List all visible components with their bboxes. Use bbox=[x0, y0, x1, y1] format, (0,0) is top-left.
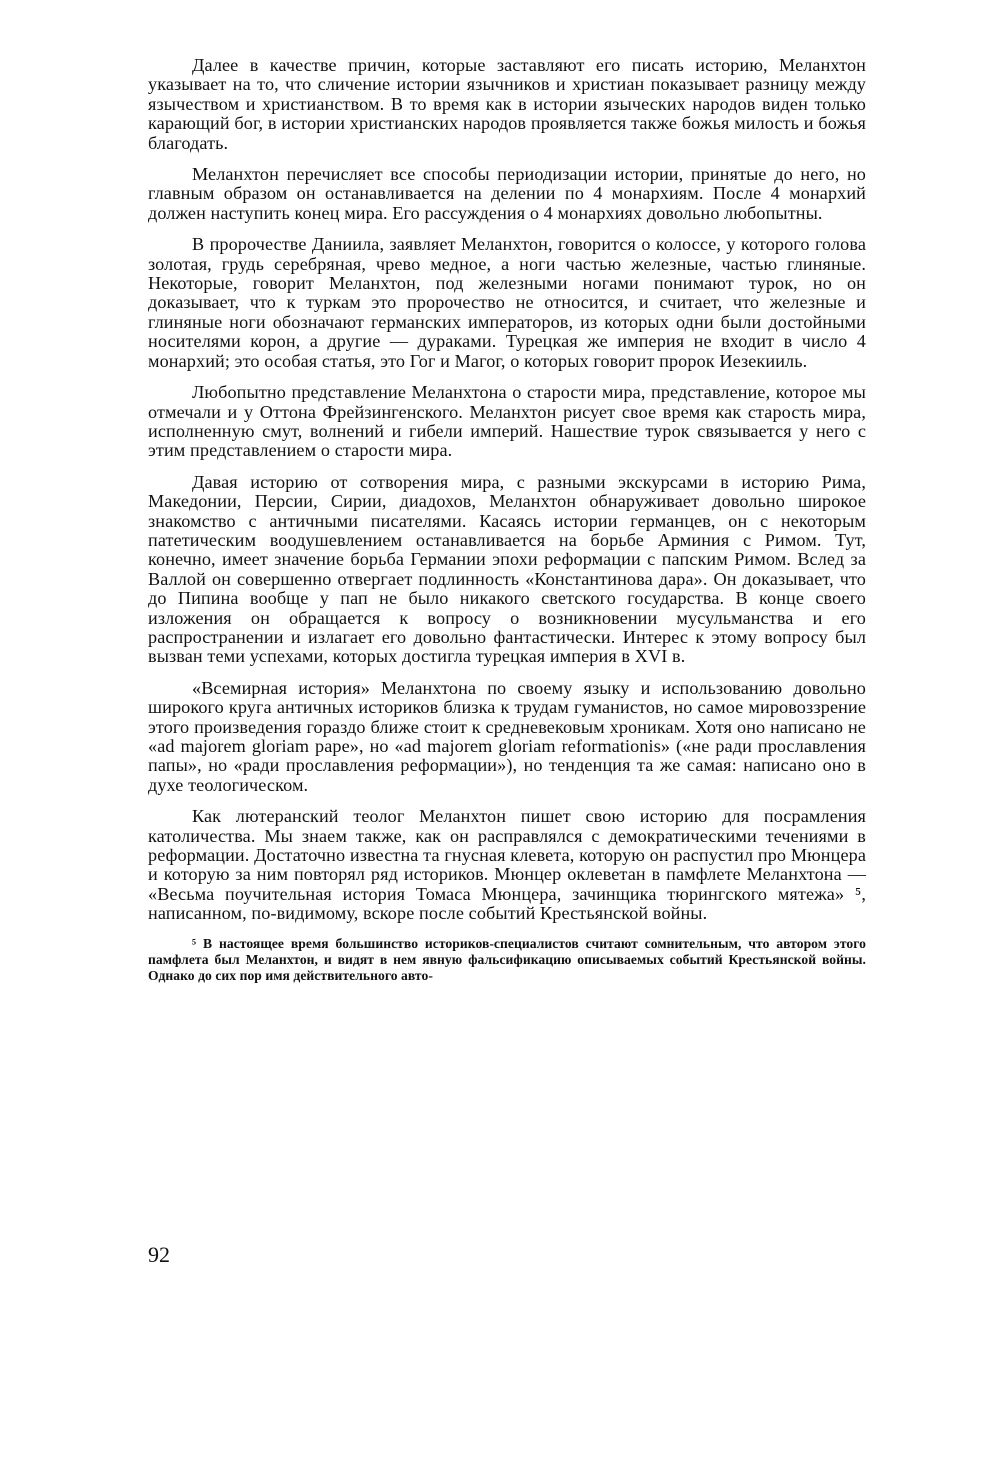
paragraph-6: «Всемирная история» Меланхтона по своему языку и использованию довольно широкого круга античных историков близка к трудам гуманистов, но самое мировоззрение этого произведения гораздо ближе стоит к средневековым хроникам. Хотя оно написано не «ad majorem gloriam pape», но «ad majorem gloriam reformationis» («не ради прославления папы», но «ради прославления реформации»), но тенденция та же самая: написано оно в духе теологическом. bbox=[148, 677, 866, 795]
paragraph-4: Любопытно представление Меланхтона о старости мира, представление, которое мы отмечали и у Оттона Фрейзингенского. Меланхтон рисует свое время как старость мира, исполненную смут, волнений и гибели империй. Нашествие турок связывается у него с этим представлением о старости мира. bbox=[148, 382, 866, 461]
paragraph-3: В пророчестве Даниила, заявляет Меланхтон, говорится о колоссе, у которого голова золотая, грудь серебряная, чрево медное, а ноги частью железные, частью глиняные. Некоторые, говорит Меланхтон, под железными ногами понимают турок, но он доказывает, что к туркам это пророчество не относится, и считает, что железные и глиняные ноги обозначают германских императоров, из которых одни были достойными носителями корон, а другие — дураками. Турецкая же империя не входит в число 4 монархий; это особая статья, это Гог и Магог, о которых говорит пророк Иезекииль. bbox=[148, 234, 866, 371]
page-body bbox=[148, 56, 866, 984]
paragraph-1: Далее в качестве причин, которые заставляют его писать историю, Меланхтон указывает на то, что сличение истории язычников и христиан показывает разницу между язычеством и христианством. В то время как в истории языческих народов виден только карающий бог, в истории христианских народов проявляется также божья милость и божья благодать. bbox=[148, 55, 866, 153]
paragraph-5: Давая историю от сотворения мира, с разными экскурсами в историю Рима, Македонии, Персии, Сирии, диадохов, Меланхтон обнаруживает довольно широкое знакомство с античными писателями. Касаясь истории германцев, он с некоторым патетическим воодушевлением останавливается на борьбе Арминия с Римом. Тут, конечно, имеет значение борьба Германии эпохи реформации с папским Римом. Вслед за Валлой он совершенно отвергает подлинность «Константинова дара». Он доказывает, что до Пипина вообще у пап не было никакого светского государства. В конце своего изложения он обращается к вопросу о возникновении мусульманства и его распространении и излагает его довольно фантастически. Интерес к этому вопросу был вызван теми успехами, которых достигла турецкая империя в XVI в. bbox=[148, 471, 866, 667]
paragraph-2: Меланхтон перечисляет все способы периодизации истории, принятые до него, но главным образом он останавливается на делении по 4 монархиям. После 4 монархий должен наступить конец мира. Его рассуждения о 4 монархиях довольно любопытны. bbox=[148, 164, 866, 223]
paragraph-7: Как лютеранский теолог Меланхтон пишет свою историю для посрамления католичества. Мы знаем также, как он расправлялся с демократическими течениями в реформации. Достаточно известна та гнусная клевета, которую он распустил про Мюнцера и которую за ним повторял ряд историков. Мюнцер оклеветан в памфлете Меланхтона — «Весьма поучительная история Томаса Мюнцера, зачинщика тюрингского мятежа» ⁵, написанном, по-видимому, вскоре после событий Крестьянской войны. bbox=[148, 806, 866, 924]
footnote-5: ⁵ В настоящее время большинство историков-специалистов считают сомнительным, что автором этого памфлета был Меланхтон, и видят в нем явную фальсификацию описываемых событий Крестьянской войны. Однако до сих пор имя действительного авто- bbox=[148, 935, 866, 984]
page-number: 92 bbox=[148, 1242, 170, 1267]
